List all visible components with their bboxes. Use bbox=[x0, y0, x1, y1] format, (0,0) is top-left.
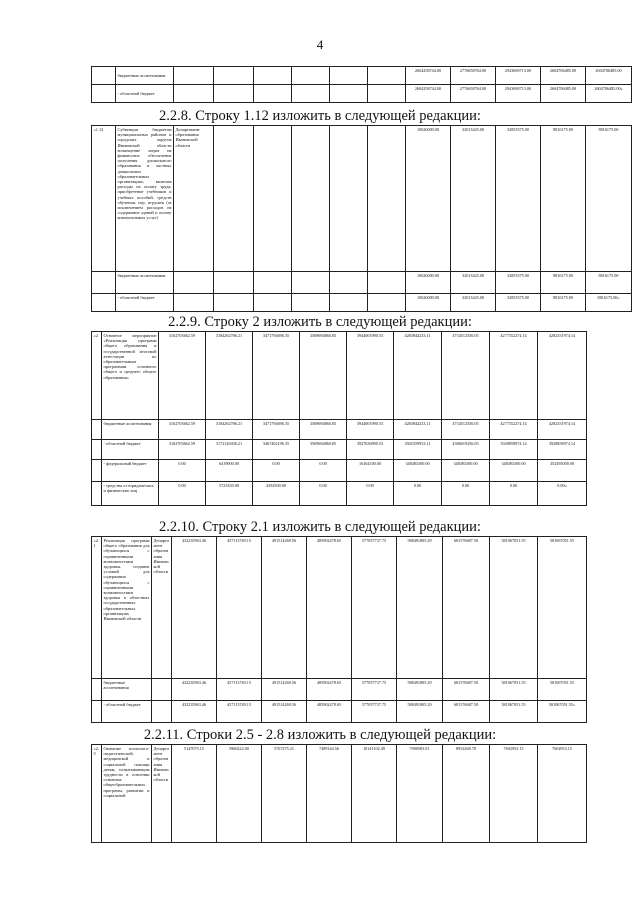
cell-value: 491514269.56 bbox=[262, 679, 307, 701]
cell-value: 3944001090.53 bbox=[347, 420, 394, 440]
cell-value: 457113749.15 bbox=[217, 537, 262, 679]
cell-value: 7900583.01 bbox=[397, 745, 443, 843]
cell-value: 32853575.00 bbox=[496, 126, 541, 272]
cell-value: 8816175.00» bbox=[586, 294, 632, 312]
cell-value: 0.00 bbox=[442, 482, 490, 506]
cell-value: 432235963.46 bbox=[172, 679, 217, 701]
cell-value: 2776658764.00 bbox=[451, 67, 496, 85]
cell-value: 581067051.55 bbox=[490, 701, 538, 723]
cell-value: 681576687.50 bbox=[443, 537, 490, 679]
cell-value: 491514269.56 bbox=[262, 701, 307, 723]
section-2-2-9-table bbox=[91, 331, 587, 506]
cell-value: 8816175.00 bbox=[586, 272, 632, 294]
cell-value: 3162703662.59 bbox=[159, 440, 206, 460]
section-2-2-8-table bbox=[91, 125, 632, 312]
cell-value: 577057737.75 bbox=[352, 537, 397, 679]
cell-value: 10626000.00 bbox=[406, 126, 451, 272]
cell-value: 8816175.00 bbox=[586, 126, 632, 272]
cell-value: 485902478.65 bbox=[307, 537, 352, 679]
table-row bbox=[92, 482, 587, 506]
row-description: Реализация программ общего образования для обучающихся с ограниченными возможностями здоровья, создание условий для содержания обучающихся с ограниченными возможностями здоровья в областных государственных образовательных организациях Ивановской области bbox=[102, 537, 152, 679]
cell-value: 3162703662.59 bbox=[159, 420, 206, 440]
cell-value: 3928858974.14 bbox=[490, 440, 538, 460]
cell-value: 5147075.15 bbox=[172, 745, 217, 843]
table-row bbox=[92, 460, 587, 482]
cell-value: 4282351974.14 bbox=[538, 332, 587, 420]
cell-value: 581067051.55 bbox=[538, 537, 587, 679]
table-row bbox=[92, 272, 632, 294]
cell-value: 3944001090.53 bbox=[347, 332, 394, 420]
cell-value: 2604258744.00 bbox=[406, 67, 451, 85]
cell-value: 32013425.00 bbox=[451, 272, 496, 294]
cell-value: 4283844233.11 bbox=[394, 420, 442, 440]
table-row bbox=[92, 701, 587, 723]
cell-value: 8816175.00 bbox=[541, 294, 586, 312]
table-row bbox=[92, 85, 632, 103]
cell-value: 4282351974.14 bbox=[538, 420, 587, 440]
table-row bbox=[92, 420, 587, 440]
row-executor: Департамент образования Ивановской области bbox=[174, 126, 214, 272]
cell-value: 2604258744.00 bbox=[406, 85, 451, 103]
cell-value: 3184262786.21 bbox=[206, 332, 253, 420]
cell-value: 3945359933.11 bbox=[394, 440, 442, 460]
table-row bbox=[92, 126, 632, 272]
cell-value: 5960222.00 bbox=[217, 745, 262, 843]
cell-value: 681576687.50 bbox=[443, 701, 490, 723]
cell-value: 0.00» bbox=[538, 482, 587, 506]
row-code: «2 bbox=[92, 332, 102, 420]
cell-value: 10626000.00 bbox=[406, 272, 451, 294]
cell-value: 485902478.65 bbox=[307, 679, 352, 701]
cell-value: 5723350.00 bbox=[206, 482, 253, 506]
cell-value: 3471794696.35 bbox=[253, 332, 300, 420]
cell-value: 485902478.65 bbox=[307, 701, 352, 723]
cell-value: 0.00 bbox=[394, 482, 442, 506]
cell-value: 577057737.75 bbox=[352, 701, 397, 723]
cell-value: 4283844233.11 bbox=[394, 332, 442, 420]
cell-value: 5767275.21 bbox=[262, 745, 307, 843]
cell-value: 8816175.00 bbox=[541, 272, 586, 294]
section-heading-2-2-10: 2.2.10. Строку 2.1 изложить в следующей редакции: bbox=[159, 519, 481, 535]
row-label: бюджетные ассигнования bbox=[102, 679, 152, 701]
row-label: - областной бюджет bbox=[102, 701, 152, 723]
cell-value: 0.00 bbox=[253, 460, 300, 482]
cell-value: 3569694860.85 bbox=[300, 420, 347, 440]
cell-value: 7602953.15 bbox=[538, 745, 587, 843]
table-row bbox=[92, 745, 587, 843]
cell-value: 581067051.55 bbox=[538, 679, 587, 701]
cell-value: 10626000.00 bbox=[406, 294, 451, 312]
cell-value: 2943690713.00 bbox=[496, 85, 541, 103]
cell-value: 3569694860.85 bbox=[300, 440, 347, 460]
cell-value: 4734512556.05 bbox=[442, 332, 490, 420]
cell-value: 4386019256.05 bbox=[442, 440, 490, 460]
cell-value: 3569694860.85 bbox=[300, 332, 347, 420]
cell-value: 3471794696.35 bbox=[253, 420, 300, 440]
table-row bbox=[92, 537, 587, 679]
row-label: - средства от юридических и физических лиц bbox=[102, 482, 159, 506]
cell-value: 0.00 bbox=[300, 482, 347, 506]
section-2-2-10-table bbox=[91, 536, 587, 723]
cell-value: 432235963.46 bbox=[172, 537, 217, 679]
cell-value: 2604706485.00 bbox=[541, 85, 586, 103]
row-code: «1.12 bbox=[92, 126, 116, 272]
cell-value: 3162703662.59 bbox=[159, 332, 206, 420]
cell-value: 6419000.00 bbox=[206, 460, 253, 482]
cell-value: 4277352274.14 bbox=[490, 332, 538, 420]
row-description: Субвенция бюджетам муниципальных районов и городских округов Ивановской области возмещение затрат на финансовое обеспечение получения дошкольного образования в частных дошкольных образовательных организациях, включая расходы на оплату труда, приобретение учебников и учебных пособий, средств обучения, игр, игрушек (за исключением расходов на содержание зданий и оплату коммунальных услуг) bbox=[116, 126, 174, 272]
cell-value: 348483300.00 bbox=[394, 460, 442, 482]
row-executor: Департамент образования Ивановской области bbox=[152, 537, 172, 679]
row-label: бюджетные ассигнования bbox=[102, 420, 159, 440]
table-row bbox=[92, 67, 632, 85]
cell-value: 0.00 bbox=[347, 482, 394, 506]
cell-value: 588491805.29 bbox=[397, 701, 443, 723]
cell-value: 2943690713.00 bbox=[496, 67, 541, 85]
cell-value: 16164100.00 bbox=[347, 460, 394, 482]
cell-value: 348493300.00 bbox=[490, 460, 538, 482]
row-label: бюджетные ассигнования bbox=[116, 67, 174, 85]
cell-value: 588491805.29 bbox=[397, 679, 443, 701]
cell-value: 32013425.00 bbox=[451, 126, 496, 272]
table-row bbox=[92, 332, 587, 420]
cell-value: 3467402196.35 bbox=[253, 440, 300, 460]
cell-value: 0.00 bbox=[159, 482, 206, 506]
cell-value: 8952268.78 bbox=[443, 745, 490, 843]
row-label: - областной бюджет bbox=[116, 294, 174, 312]
cell-value: 2776658764.00 bbox=[451, 85, 496, 103]
table-row bbox=[92, 679, 587, 701]
cell-value: 491514269.56 bbox=[262, 537, 307, 679]
cell-value: 581067051.55 bbox=[490, 679, 538, 701]
row-description: Оказание психолого-педагогической, медицинской и социальной помощи детям, испытывающим трудности в освоении основных общеобразовательных программ, развитии и социальной bbox=[102, 745, 152, 843]
cell-value: 581067051.55 bbox=[490, 537, 538, 679]
section-heading-2-2-8: 2.2.8. Строку 1.12 изложить в следующей редакции: bbox=[159, 108, 481, 124]
table-row bbox=[92, 294, 632, 312]
top-budget-table bbox=[91, 66, 632, 103]
row-description: Основное мероприятие «Реализация программ общего образования и государственной итоговой аттестации по образовательным программам основного общего и среднего общего образования» bbox=[102, 332, 159, 420]
cell-value: 7602953.15 bbox=[490, 745, 538, 843]
cell-value: 4734512556.05 bbox=[442, 420, 490, 440]
cell-value: 457113749.15 bbox=[217, 701, 262, 723]
table-row bbox=[92, 440, 587, 460]
cell-value: 4392500.00 bbox=[253, 482, 300, 506]
page-number: 4 bbox=[316, 37, 324, 52]
cell-value: 8816175.00 bbox=[541, 126, 586, 272]
row-code: «2.5 bbox=[92, 745, 102, 843]
cell-value: 577057737.75 bbox=[352, 679, 397, 701]
cell-value: 0.00 bbox=[490, 482, 538, 506]
cell-value: 3184262786.21 bbox=[206, 420, 253, 440]
cell-value: 588491805.29 bbox=[397, 537, 443, 679]
row-code: «2.1 bbox=[92, 537, 102, 679]
cell-value: 10141102.49 bbox=[352, 745, 397, 843]
cell-value: 32853575.00 bbox=[496, 294, 541, 312]
section-2-2-11-table bbox=[91, 744, 587, 843]
cell-value: 432235963.46 bbox=[172, 701, 217, 723]
cell-value: 0.00 bbox=[159, 460, 206, 482]
cell-value: 3172120436.21 bbox=[206, 440, 253, 460]
row-executor: Департамент образования Ивановской области bbox=[152, 745, 172, 843]
cell-value: 348493300.00 bbox=[442, 460, 490, 482]
cell-value: 3928858974.14 bbox=[538, 440, 587, 460]
section-heading-2-2-11: 2.2.11. Строки 2.5 - 2.8 изложить в следующей редакции: bbox=[143, 727, 497, 743]
cell-value: 32853575.00 bbox=[496, 272, 541, 294]
cell-value: 681576687.50 bbox=[443, 679, 490, 701]
row-label: бюджетные ассигнования bbox=[116, 272, 174, 294]
cell-value: 4277352274.14 bbox=[490, 420, 538, 440]
cell-value: 581067051.55» bbox=[538, 701, 587, 723]
cell-value: 3927636990.53 bbox=[347, 440, 394, 460]
cell-value: 32013425.00 bbox=[451, 294, 496, 312]
cell-value: 457113749.15 bbox=[217, 679, 262, 701]
row-label: - областной бюджет bbox=[116, 85, 174, 103]
cell-value: 7489144.56 bbox=[307, 745, 352, 843]
cell-value: 2604706485.00» bbox=[586, 85, 632, 103]
cell-value: 353493000.00 bbox=[538, 460, 587, 482]
row-label: - областной бюджет bbox=[102, 440, 159, 460]
section-heading-2-2-9: 2.2.9. Строку 2 изложить в следующей редакции: bbox=[168, 314, 472, 330]
cell-value: 2604706485.00 bbox=[541, 67, 586, 85]
cell-value: 0.00 bbox=[300, 460, 347, 482]
cell-value: 2604706485.00 bbox=[586, 67, 632, 85]
row-label: - федеральный бюджет bbox=[102, 460, 159, 482]
